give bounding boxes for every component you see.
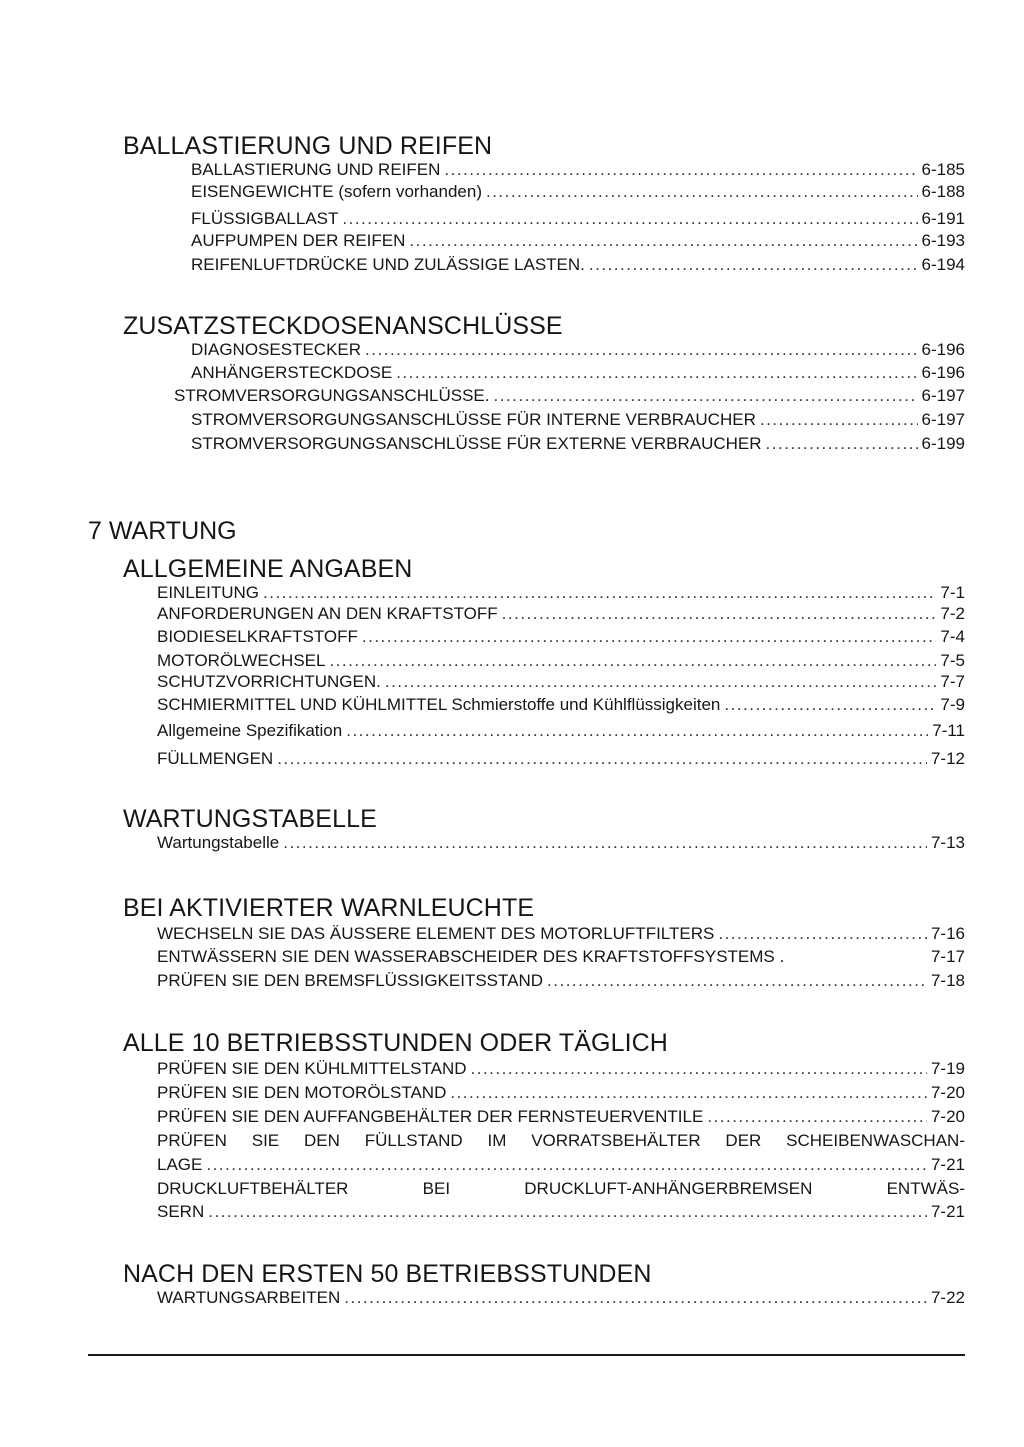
toc-entry[interactable] [191, 230, 965, 252]
toc-page: 6-194 [921, 255, 965, 274]
toc-label: ANHÄNGERSTECKDOSE [191, 363, 393, 382]
toc-label: STROMVERSORGUNGSANSCHLÜSSE FÜR EXTERNE VERBRAUCHER [191, 434, 762, 453]
toc-entry[interactable] [157, 1082, 965, 1104]
toc-page: 7-21 [930, 1155, 965, 1174]
dot-leader [502, 603, 937, 625]
dot-leader [589, 254, 918, 276]
toc-page: 7-18 [930, 971, 965, 990]
dot-leader [342, 208, 917, 230]
dot-leader [724, 694, 936, 716]
toc-label: Wartungstabelle [157, 833, 280, 852]
toc-label: LAGE [157, 1155, 203, 1174]
toc-entry-wrapped-line[interactable] [157, 1178, 965, 1200]
toc-label: Allgemeine Spezifikation [157, 721, 343, 740]
dot-leader [329, 650, 936, 672]
toc-page: 7-1 [940, 583, 965, 602]
toc-label: PRÜFEN SIE DEN BREMSFLÜSSIGKEITSSTAND [157, 971, 544, 990]
toc-entry[interactable] [157, 582, 965, 604]
toc-page: 7-9 [940, 695, 965, 714]
toc-page: 6-197 [921, 410, 965, 429]
dot-leader [707, 1106, 927, 1128]
toc-entry[interactable] [191, 433, 965, 455]
toc-label: SERN [157, 1202, 205, 1221]
toc-word: DRUCKLUFT-ANHÄNGERBREMSEN [524, 1179, 813, 1198]
toc-word: SCHEIBENWASCHAN- [786, 1131, 965, 1150]
toc-entry[interactable] [191, 208, 965, 230]
footer-divider [88, 1354, 965, 1356]
section-heading-warnleuchte: BEI AKTIVIERTER WARNLEUCHTE [123, 894, 535, 922]
toc-entry[interactable] [157, 1287, 965, 1309]
toc-entry[interactable] [157, 1201, 965, 1223]
toc-page: 7-20 [930, 1083, 965, 1102]
section-heading-fuenfzig: NACH DEN ERSTEN 50 BETRIEBSSTUNDEN [123, 1260, 652, 1288]
toc-page: 7-11 [932, 721, 965, 740]
dot-leader [547, 970, 927, 992]
toc-word: IM [487, 1131, 507, 1150]
section-heading-allgemein: ALLGEMEINE ANGABEN [123, 555, 413, 583]
toc-label: PRÜFEN SIE DEN MOTORÖLSTAND [157, 1083, 447, 1102]
toc-entry[interactable] [157, 946, 965, 968]
toc-page: 7-4 [940, 627, 965, 646]
toc-page: 6-188 [921, 182, 965, 201]
toc-word: DER [725, 1131, 762, 1150]
dot-leader [494, 385, 918, 407]
dot-leader [362, 626, 937, 648]
dot-leader [444, 159, 917, 181]
toc-page: 6-191 [921, 209, 965, 228]
toc-label: PRÜFEN SIE DEN AUFFANGBEHÄLTER DER FERNSTEUERVENTILE [157, 1107, 704, 1126]
toc-entry-wrapped-line[interactable] [157, 1130, 965, 1152]
toc-label: SCHUTZVORRICHTUNGEN. [157, 672, 381, 691]
dot-leader [760, 409, 918, 431]
dot-leader [208, 1201, 927, 1223]
dot-leader [766, 433, 918, 455]
toc-entry[interactable] [157, 923, 965, 945]
toc-entry[interactable] [157, 832, 965, 854]
toc-page: 7-21 [930, 1202, 965, 1221]
toc-entry[interactable] [191, 409, 965, 431]
toc-page: 6-196 [921, 363, 965, 382]
toc-entry[interactable] [174, 385, 965, 407]
dot-leader [283, 832, 927, 854]
toc-page: 6-196 [921, 340, 965, 359]
dot-leader [409, 230, 917, 252]
toc-page: 7-22 [930, 1288, 965, 1307]
toc-label: FLÜSSIGBALLAST [191, 209, 339, 228]
toc-entry[interactable] [157, 1106, 965, 1128]
toc-label: DIAGNOSESTECKER [191, 340, 362, 359]
toc-page: 7-16 [930, 924, 965, 943]
section-heading-ballast: BALLASTIERUNG UND REIFEN [123, 132, 493, 160]
toc-word: ENTWÄS- [886, 1179, 965, 1198]
toc-page: 7-5 [940, 651, 965, 670]
dot-leader [486, 181, 918, 203]
toc-entry[interactable] [157, 1154, 965, 1176]
toc-label: EINLEITUNG [157, 583, 260, 602]
dot-leader [718, 923, 927, 945]
dot-leader [385, 671, 937, 693]
toc-label: ENTWÄSSERN SIE DEN WASSERABSCHEIDER DES KRAFTSTOFFSYSTEMS . [157, 947, 785, 966]
dot-leader [263, 582, 936, 604]
toc-word: DRUCKLUFTBEHÄLTER [157, 1179, 349, 1198]
toc-page: 7-19 [930, 1059, 965, 1078]
dot-leader [396, 362, 917, 384]
toc-label: WARTUNGSARBEITEN [157, 1288, 341, 1307]
toc-word: DEN [303, 1131, 340, 1150]
toc-label: REIFENLUFTDRÜCKE UND ZULÄSSIGE LASTEN. [191, 255, 585, 274]
dot-leader [365, 339, 917, 361]
toc-entry[interactable] [191, 159, 965, 181]
toc-label: FÜLLMENGEN [157, 749, 274, 768]
toc-page: 6-197 [921, 386, 965, 405]
toc-entry[interactable] [157, 603, 965, 625]
section-heading-wartungstabelle: WARTUNGSTABELLE [123, 805, 377, 833]
toc-word: FÜLLSTAND [364, 1131, 463, 1150]
dot-leader [471, 1058, 927, 1080]
toc-entry[interactable] [157, 748, 965, 770]
toc-entry[interactable] [191, 362, 965, 384]
toc-entry[interactable] [191, 181, 965, 203]
toc-entry[interactable] [157, 1058, 965, 1080]
chapter-heading: 7 WARTUNG [88, 517, 237, 545]
toc-entry[interactable] [157, 694, 965, 716]
toc-label: BIODIESELKRAFTSTOFF [157, 627, 358, 646]
toc-page: 6-193 [921, 231, 965, 250]
dot-leader [450, 1082, 927, 1104]
toc-label: STROMVERSORGUNGSANSCHLÜSSE. [174, 386, 490, 405]
toc-entry[interactable] [191, 339, 965, 361]
toc-entry[interactable] [157, 650, 965, 672]
toc-label: EISENGEWICHTE (sofern vorhanden) [191, 182, 482, 201]
toc-label: BALLASTIERUNG UND REIFEN [191, 160, 441, 179]
toc-label: STROMVERSORGUNGSANSCHLÜSSE FÜR INTERNE VERBRAUCHER [191, 410, 756, 429]
toc-word: VORRATSBEHÄLTER [531, 1131, 701, 1150]
toc-entry[interactable] [157, 626, 965, 648]
toc-page: 7-7 [940, 672, 965, 691]
toc-label: WECHSELN SIE DAS ÄUSSERE ELEMENT DES MOTORLUFTFILTERS [157, 924, 715, 943]
toc-word: SIE [251, 1131, 280, 1150]
toc-entry[interactable] [191, 254, 965, 276]
section-heading-zusatz: ZUSATZSTECKDOSENANSCHLÜSSE [123, 312, 563, 340]
toc-label: PRÜFEN SIE DEN KÜHLMITTELSTAND [157, 1059, 467, 1078]
toc-page: 6-185 [921, 160, 965, 179]
toc-entry[interactable] [157, 720, 965, 742]
toc-label: ANFORDERUNGEN AN DEN KRAFTSTOFF [157, 604, 498, 623]
toc-label: MOTORÖLWECHSEL [157, 651, 326, 670]
toc-page: 7-12 [930, 749, 965, 768]
toc-page: 7-2 [940, 604, 965, 623]
toc-entry[interactable] [157, 671, 965, 693]
dot-leader [277, 748, 927, 770]
dot-leader [346, 720, 928, 742]
toc-entry[interactable] [157, 970, 965, 992]
section-heading-zehn: ALLE 10 BETRIEBSSTUNDEN ODER TÄGLICH [123, 1029, 668, 1057]
dot-leader [344, 1287, 927, 1309]
toc-page: 6-199 [921, 434, 965, 453]
toc-label: SCHMIERMITTEL UND KÜHLMITTEL Schmierstoffe und Kühlflüssigkeiten [157, 695, 721, 714]
toc-label: AUFPUMPEN DER REIFEN [191, 231, 406, 250]
toc-page: 7-17 [930, 947, 965, 966]
toc-page: 7-13 [930, 833, 965, 852]
toc-page: 7-20 [930, 1107, 965, 1126]
toc-word: PRÜFEN [157, 1131, 227, 1150]
dot-leader [206, 1154, 927, 1176]
toc-word: BEI [422, 1179, 451, 1198]
